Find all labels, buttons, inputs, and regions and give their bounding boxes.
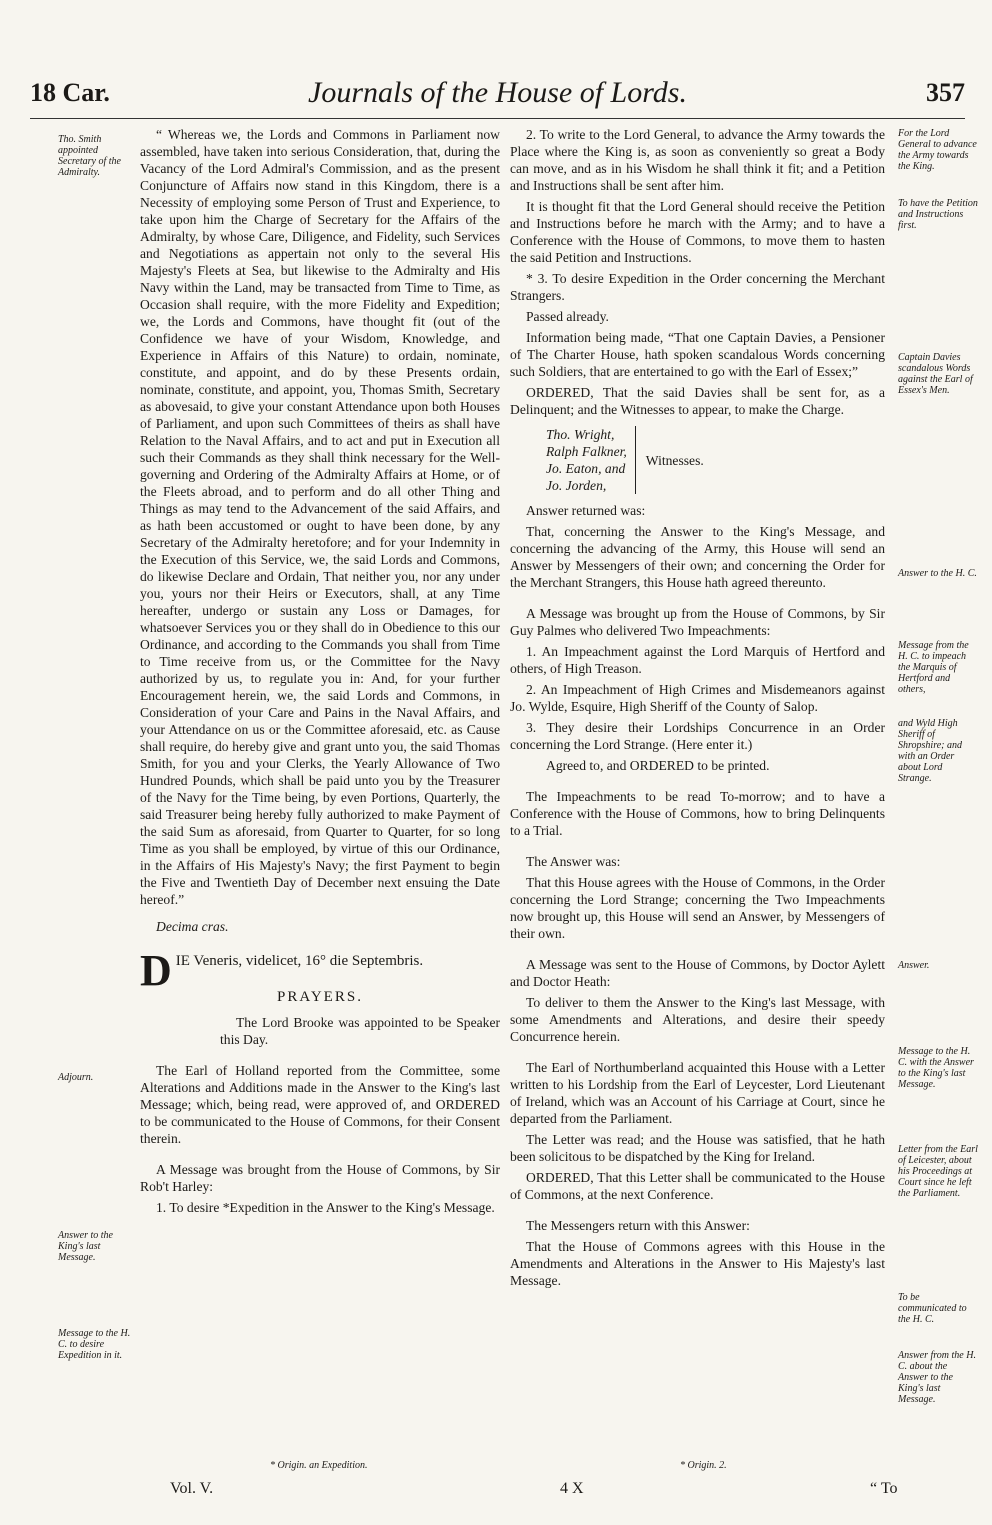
sheet-signature: 4 X xyxy=(560,1480,584,1497)
answer-heading: The Answer was: xyxy=(526,854,621,869)
witness-list xyxy=(546,426,885,494)
footnote-left: * Origin. an Expedition. xyxy=(270,1460,368,1471)
answer-text: That, concerning the Answer to the King's Message, and concerning the advancing of the Army, this House will send an Answer by Messengers of their own; and concerning the Order for the Merchant Strangers, this House hath agreed thereunto. xyxy=(510,524,885,590)
messengers-return: The Messengers return with this Answer: xyxy=(526,1218,750,1233)
margin-note-right: For the Lord General to advance the Army towards the King. xyxy=(898,128,977,172)
margin-note-left: Answer to the King's last Message. xyxy=(58,1230,113,1263)
witness-name: Jo. Jorden, xyxy=(546,478,607,493)
day-heading-text: IE Veneris, videlicet, 16° die Septembris. xyxy=(175,953,424,969)
impeachment-1: 1. An Impeachment against the Lord Marquis of Hertford and others, of High Treason. xyxy=(510,644,885,676)
item-3: * 3. To desire Expedition in the Order concerning the Merchant Strangers. xyxy=(510,271,885,303)
margin-note-right: Letter from the Earl of Leicester, about his Proceedings at Court since he left the Parliament. xyxy=(898,1144,978,1199)
header-rule xyxy=(30,118,965,119)
page-number: 357 xyxy=(926,78,965,107)
answer-strange: That this House agrees with the House of Commons, in the Order concerning the Lord Strange; concerning the Two Impeachments now brought up, this House will send an Answer, by Messengers of their own. xyxy=(510,875,885,941)
northumberland-letter: The Earl of Northumberland acquainted this House with a Letter written to his Lordship from the Earl of Leycester, Lord Lieutenant of Ireland, which was an Account of his Carriage at Court, since he departed from the Parliament. xyxy=(510,1060,885,1126)
impeachment-3: 3. They desire their Lordships Concurrence in an Order concerning the Lord Strange. (Here enter it.) xyxy=(510,720,885,752)
impeachments-read: The Impeachments to be read To-morrow; and to have a Conference with the House of Commons, how to bring Delinquents to a Trial. xyxy=(510,789,885,838)
margin-note-left: Tho. Smith appointed Secretary of the Admiralty. xyxy=(58,134,121,178)
holland-report: The Earl of Holland reported from the Committee, some Alterations and Additions made in the Answer to the King's last Message; which, being read, were approved of, and ORDERED to be communicated to the House of Commons, for their Consent therein. xyxy=(140,1063,500,1146)
right-column xyxy=(510,126,885,1293)
margin-note-right: Answer. xyxy=(898,960,930,971)
witness-name: Ralph Falkner, xyxy=(546,444,627,459)
prayers-heading: PRAYERS. xyxy=(277,989,363,1005)
regnal-year: 18 Car. xyxy=(30,78,110,107)
margin-note-right: To have the Petition and Instructions first. xyxy=(898,198,978,231)
commons-agree: That the House of Commons agrees with this House in the Amendments and Alterations in the Answer to His Majesty's last Message. xyxy=(510,1239,885,1288)
lord-general-petition: It is thought fit that the Lord General should receive the Petition and Instructions before he march with the Army; and to have a Conference with the House of Commons, to move them to hasten the said Petition and Instructions. xyxy=(510,199,885,265)
margin-note-right: Answer to the H. C. xyxy=(898,568,977,579)
margin-note-left: Message to the H. C. to desire Expedition in it. xyxy=(58,1328,131,1361)
margin-note-left: Adjourn. xyxy=(58,1072,94,1083)
davies-information: Information being made, “That one Captain Davies, a Pensioner of The Charter House, hath spoken scandalous Words concerning such Soldiers, that are entertained to go with the Earl of Essex;” xyxy=(510,330,885,379)
left-column xyxy=(140,126,500,1220)
letter-order: ORDERED, That this Letter shall be communicated to the House of Commons, at the next Conference. xyxy=(510,1170,885,1202)
catchword: “ To xyxy=(870,1480,898,1497)
day-heading xyxy=(140,946,500,995)
witness-names xyxy=(546,426,636,494)
commons-message: A Message was brought from the House of Commons, by Sir Rob't Harley: xyxy=(140,1162,500,1194)
margin-note-right: Captain Davies scandalous Words against the Earl of Essex's Men. xyxy=(898,352,973,396)
davies-order: ORDERED, That the said Davies shall be sent for, as a Delinquent; and the Witnesses to appear, to make the Charge. xyxy=(510,385,885,417)
volume-signature: Vol. V. xyxy=(170,1480,214,1497)
message-item-1: 1. To desire *Expedition in the Answer to the King's Message. xyxy=(156,1200,495,1215)
witness-name: Tho. Wright, xyxy=(546,427,615,442)
ordinance-text: “ Whereas we, the Lords and Commons in Parliament now assembled, have taken into serious Consideration, that, during the Vacancy of the Lord Admiral's Commission, and as the present Conjuncture of Affairs now stand in this Kingdom, there is a Necessity of employing some Person of Trust and Experience, to take upon him the Charge of Secretary for the Affairs of the Admiralty, by whose Care, Diligence, and Fidelity, such Services and Negotiations as appertain not only to the several His Majesty's Fleets at Sea, but likewise to the Admiralty and His Navy within the Land, may be transacted from Time to Time, as Occasion shall require, with the more Fidelity and Expedition; we, the Lords and Commons, have thought fit (out of the Confidence we have of your Wisdom, Knowledge, and Experience in Affairs of this Nature) to ordain, nominate, constitute, and appoint, and do by these Presents ordain, nominate, constitute, and appoint, you, Thomas Smith, Secretary as abovesaid, to give your constant Attendance upon both Houses of Parliament, and upon such Committees of theirs as shall have Relation to the Naval Affairs, and to act and put in Execution all such their Commands as they shall think necessary for the Well-governing and Ordering of the Admiralty Affairs at Home, or of the Fleets abroad, and to perform and do all other Thing and Things as may tend to the Advancement of the said Affairs, and as hath been accustomed or ought to have been done, by any Secretary of the Admiralty heretofore; and for your Indemnity in the Execution of this Service, we, the said Lords and Commons, do likewise Declare and Ordain, That neither you, nor any under you, yours nor their Heirs or Executors, shall, at any Time hereafter, undergo or sustain any Loss or Damages, for whatsoever Services you or they shall do in Obedience to this our Ordinance, and according to the Commands you shall from Time to Time receive from us, or the Committee for the Navy authorized by us, to regulate you in: And, for your further Encouragement herein, we, the said Lords and Commons, in Consideration of your Care and Pains in the Naval Affairs, and your Attendance on us or the Committee aforesaid, etc. as Cause shall require, do hereby give and grant unto you, the said Thomas Smith, for you and your Clerks, the Yearly Allowance of Two Hundred Pounds, which shall be paid unto you by the Treasurer of the Navy for the Time being, by even Portions, Quarterly, the said Treasurer being hereby fully authorized to make Payment of the said Sum as aforesaid, from Quarter to Quarter, for so long Time as you shall be employed, by virtue of this our Ordinance, in the Affairs of His Majesty's Navy; the first Payment to begin the Five and Twentieth Day of December next ensuing the Date hereof.” xyxy=(140,127,500,907)
margin-note-right: To be communicated to the H. C. xyxy=(898,1292,967,1325)
margin-note-right: and Wyld High Sheriff of Shropshire; and with an Order about Lord Strange. xyxy=(898,718,962,784)
message-sent: A Message was sent to the House of Commons, by Doctor Aylett and Doctor Heath: xyxy=(510,957,885,989)
item-2: 2. To write to the Lord General, to advance the Army towards the Place where the King is, as soon as conveniently so great a Body can move, and as in his Wisdom he shall think it fit; and a Petition and Instructions shall be sent after him. xyxy=(510,127,885,193)
passed-already: Passed already. xyxy=(526,309,609,324)
margin-note-right: Message from the H. C. to impeach the Marquis of Hertford and others, xyxy=(898,640,969,695)
witness-name: Jo. Eaton, and xyxy=(546,461,626,476)
agreed-order: Agreed to, and ORDERED to be printed. xyxy=(546,758,770,773)
impeachment-message: A Message was brought up from the House of Commons, by Sir Guy Palmes who delivered Two Impeachments: xyxy=(510,606,885,638)
drop-cap: D xyxy=(140,946,172,995)
answer-returned: Answer returned was: xyxy=(526,503,646,518)
page-title: Journals of the House of Lords. xyxy=(308,76,687,109)
margin-note-right: Message to the H. C. with the Answer to the King's last Message. xyxy=(898,1046,974,1090)
letter-read: The Letter was read; and the House was satisfied, that he hath been solicitous to be dispatched by the King for Ireland. xyxy=(510,1132,885,1164)
running-header xyxy=(30,70,965,114)
speaker-entry: The Lord Brooke was appointed to be Speaker this Day. xyxy=(220,1015,500,1047)
witness-label: Witnesses. xyxy=(645,452,704,468)
margin-note-right: Answer from the H. C. about the Answer to the King's last Message. xyxy=(898,1350,976,1405)
adjournment: Decima cras. xyxy=(156,919,229,934)
impeachment-2: 2. An Impeachment of High Crimes and Misdemeanors against Jo. Wylde, Esquire, High Sheriff of the County of Salop. xyxy=(510,682,885,714)
message-purpose: To deliver to them the Answer to the King's last Message, with some Amendments and Alterations, and desire their speedy Concurrence herein. xyxy=(510,995,885,1044)
footnote-right: * Origin. 2. xyxy=(680,1460,727,1471)
